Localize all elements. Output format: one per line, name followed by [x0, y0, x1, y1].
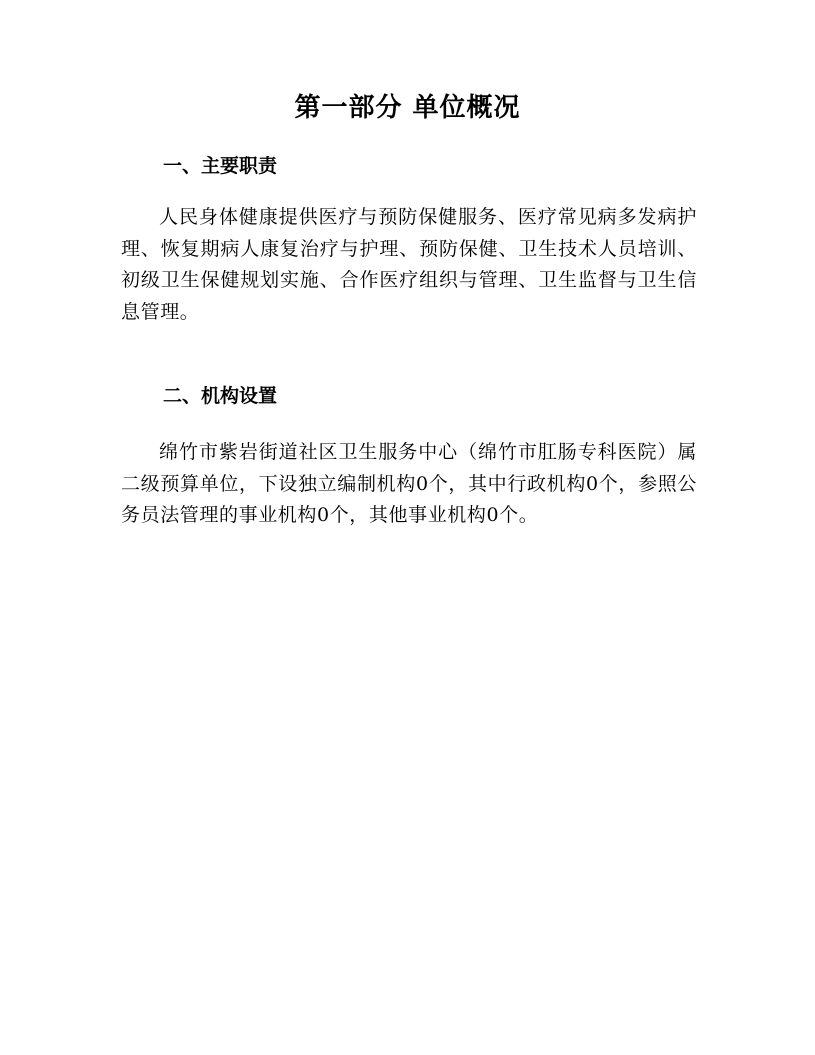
page-title: 第一部分 单位概况 [294, 93, 521, 123]
section-heading-main-duties: 一、主要职责 [163, 155, 278, 177]
section-body-organization: 绵竹市紫岩街道社区卫生服务中心（绵竹市肛肠专科医院）属二级预算单位，下设独立编制机构0个，其中行政机构0个，参照公务员法管理的事业机构0个，其他事业机构0个。 [121, 441, 697, 526]
section-heading-organization: 二、机构设置 [163, 385, 278, 407]
section-body-main-duties: 人民身体健康提供医疗与预防保健服务、医疗常见病多发病护理、恢复期病人康复治疗与护理、预防保健、卫生技术人员培训、初级卫生保健规划实施、合作医疗组织与管理、卫生监督与卫生信息管理。 [121, 206, 697, 323]
